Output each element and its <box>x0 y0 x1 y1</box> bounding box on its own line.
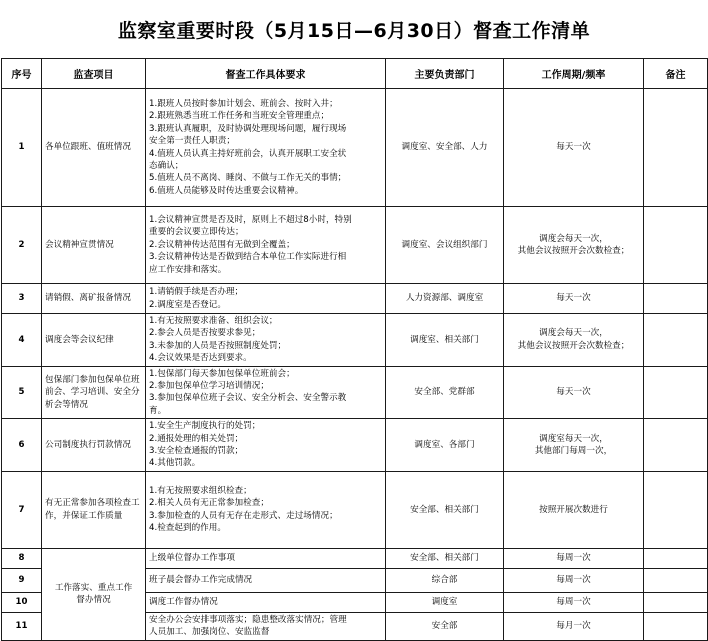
row-department: 安全部、相关部门 <box>386 548 504 568</box>
row-cycle: 调度室每天一次， 其他部门每周一次， <box>504 419 644 472</box>
requirement-line: 上级单位督办工作事项 <box>149 553 235 564</box>
requirement-line: 6.值班人员能够及时传达重要会议精神。 <box>149 185 304 196</box>
requirement-line: 安全第一责任人职责； <box>149 136 235 147</box>
requirement-line: 2.调度室是否登记。 <box>149 299 226 310</box>
row-item: 会议精神宣贯情况 <box>42 207 146 284</box>
header-cycle: 工作周期/频率 <box>504 59 644 89</box>
row-requirements <box>146 612 386 640</box>
requirement-line: 1.请销假手续是否办理； <box>149 287 244 298</box>
row-requirements <box>146 419 386 472</box>
table-row <box>2 366 708 419</box>
row-index: 4 <box>2 314 42 367</box>
table-row <box>2 284 708 314</box>
row-remark <box>644 612 708 640</box>
row-item: 各单位跟班、值班情况 <box>42 89 146 207</box>
table-body <box>2 89 708 641</box>
requirement-line: 2.会议精神传达范围有无做到全覆盖； <box>149 239 295 250</box>
row-item: 调度会等会议纪律 <box>42 314 146 367</box>
requirement-line: 2.参会人员是否按要求参见； <box>149 328 261 339</box>
row-remark <box>644 89 708 207</box>
row-index: 11 <box>2 612 42 640</box>
requirement-line: 3.参加检查的人员有无存在走形式、走过场情况； <box>149 510 338 521</box>
requirement-line: 4.检查起到的作用。 <box>149 523 226 534</box>
row-index: 5 <box>2 366 42 419</box>
row-remark <box>644 207 708 284</box>
row-cycle: 每天一次 <box>504 89 644 207</box>
row-item: 有无正常参加各项检查工作，并保证工作质量 <box>42 471 146 548</box>
row-department: 调度室 <box>386 592 504 612</box>
header-requirements: 督查工作具体要求 <box>146 59 386 89</box>
row-requirements <box>146 366 386 419</box>
row-remark <box>644 366 708 419</box>
requirement-line: 态确认； <box>149 160 184 171</box>
row-department: 人力资源部、调度室 <box>386 284 504 314</box>
requirement-line: 安全办公会安排事项落实；隐患整改落实情况；管理 <box>149 614 347 625</box>
requirement-line: 1.安全生产制度执行的处罚； <box>149 421 261 432</box>
header-index: 序号 <box>2 59 42 89</box>
table-row <box>2 419 708 472</box>
row-department: 调度室、安全部、人力 <box>386 89 504 207</box>
row-department: 调度室、各部门 <box>386 419 504 472</box>
row-remark <box>644 284 708 314</box>
requirement-line: 3.会议精神传达是否做到结合本单位工作实际进行相 <box>149 252 347 263</box>
table-row <box>2 207 708 284</box>
row-remark <box>644 568 708 592</box>
requirement-line: 重要的会议要立即传达； <box>149 227 244 238</box>
requirement-line: 3.未参加的人员是否按照制度处罚； <box>149 340 287 351</box>
requirement-line: 2.相关人员有无正常参加检查； <box>149 498 269 509</box>
supervision-table <box>1 58 708 641</box>
requirement-line: 2.通报处理的相关处罚； <box>149 433 244 444</box>
row-remark <box>644 314 708 367</box>
header-row <box>2 59 708 89</box>
header-department: 主要负责部门 <box>386 59 504 89</box>
row-department: 综合部 <box>386 568 504 592</box>
requirement-line: 1.有无按照要求准备、组织会议； <box>149 316 278 326</box>
row-remark <box>644 419 708 472</box>
row-index: 9 <box>2 568 42 592</box>
row-requirements <box>146 89 386 207</box>
row-requirements <box>146 284 386 314</box>
row-department: 安全部 <box>386 612 504 640</box>
row-cycle: 按照开展次数进行 <box>504 471 644 548</box>
row-department: 安全部、相关部门 <box>386 471 504 548</box>
row-cycle: 每天一次 <box>504 366 644 419</box>
row-cycle: 每月一次 <box>504 612 644 640</box>
requirement-line: 应工作安排和落实。 <box>149 264 227 275</box>
requirement-line: 1.会议精神宣贯是否及时，原则上不超过8小时，特别 <box>149 214 352 225</box>
requirement-line: 调度工作督办情况 <box>149 597 218 608</box>
row-remark <box>644 471 708 548</box>
requirement-line: 1.跟班人员按时参加计划会、班前会、按时入井； <box>149 98 338 109</box>
row-remark <box>644 548 708 568</box>
header-remark: 备注 <box>644 59 708 89</box>
table-row <box>2 89 708 207</box>
row-department: 安全部、党群部 <box>386 366 504 419</box>
merged-item: 工作落实、重点工作督办情况 <box>42 548 146 640</box>
requirement-line: 4.会议效果是否达到要求。 <box>149 353 252 364</box>
requirement-line: 5.值班人员不离岗、睡岗、不做与工作无关的事情； <box>149 173 347 184</box>
row-cycle: 每周一次 <box>504 592 644 612</box>
requirement-line: 4.值班人员认真主持好班前会，认真开展职工安全状 <box>149 148 347 159</box>
row-index: 3 <box>2 284 42 314</box>
row-item: 请销假、离矿报备情况 <box>42 284 146 314</box>
row-requirements <box>146 592 386 612</box>
row-requirements <box>146 568 386 592</box>
row-index: 1 <box>2 89 42 207</box>
requirement-line: 1.有无按照要求组织检查； <box>149 486 252 497</box>
row-cycle: 每周一次 <box>504 568 644 592</box>
row-requirements <box>146 471 386 548</box>
header-item: 监查项目 <box>42 59 146 89</box>
row-index: 6 <box>2 419 42 472</box>
row-cycle: 每天一次 <box>504 284 644 314</box>
row-cycle: 每周一次 <box>504 548 644 568</box>
row-index: 2 <box>2 207 42 284</box>
row-cycle: 调度会每天一次， 其他会议按照开会次数检查； <box>504 314 644 367</box>
row-remark <box>644 592 708 612</box>
row-index: 7 <box>2 471 42 548</box>
requirement-line: 2.参加包保单位学习培训情况； <box>149 381 269 392</box>
requirement-line: 2.跟班熟悉当班工作任务和当班安全管理重点； <box>149 111 330 122</box>
requirement-line: 育。 <box>149 405 167 416</box>
row-index: 8 <box>2 548 42 568</box>
requirement-line: 3.安全检查通报的罚款； <box>149 446 244 457</box>
requirement-line: 班子晨会督办工作完成情况 <box>149 575 253 586</box>
requirement-line: 1.包保部门每天参加包保单位班前会； <box>149 368 295 379</box>
requirement-line: 人员加工、加强岗位、安监监督 <box>149 627 270 638</box>
row-item: 包保部门参加包保单位班前会、学习培训、安全分析会等情况 <box>42 366 146 419</box>
row-requirements <box>146 314 386 367</box>
table-row <box>2 548 708 568</box>
table-row <box>2 314 708 367</box>
page-title: 监察室重要时段（5月15日—6月30日）督查工作清单 <box>117 19 591 42</box>
row-department: 调度室、相关部门 <box>386 314 504 367</box>
row-index: 10 <box>2 592 42 612</box>
requirement-line: 4.其他罚款。 <box>149 458 201 469</box>
row-requirements <box>146 548 386 568</box>
requirement-line: 3.参加包保单位班子会议、安全分析会、安全警示教 <box>149 393 347 404</box>
requirement-line: 3.跟班认真履职，及时协调处理现场问题，履行现场 <box>149 123 347 134</box>
row-department: 调度室、会议组织部门 <box>386 207 504 284</box>
row-cycle: 调度会每天一次， 其他会议按照开会次数检查； <box>504 207 644 284</box>
row-requirements <box>146 207 386 284</box>
table-row <box>2 471 708 548</box>
row-item: 公司制度执行罚款情况 <box>42 419 146 472</box>
